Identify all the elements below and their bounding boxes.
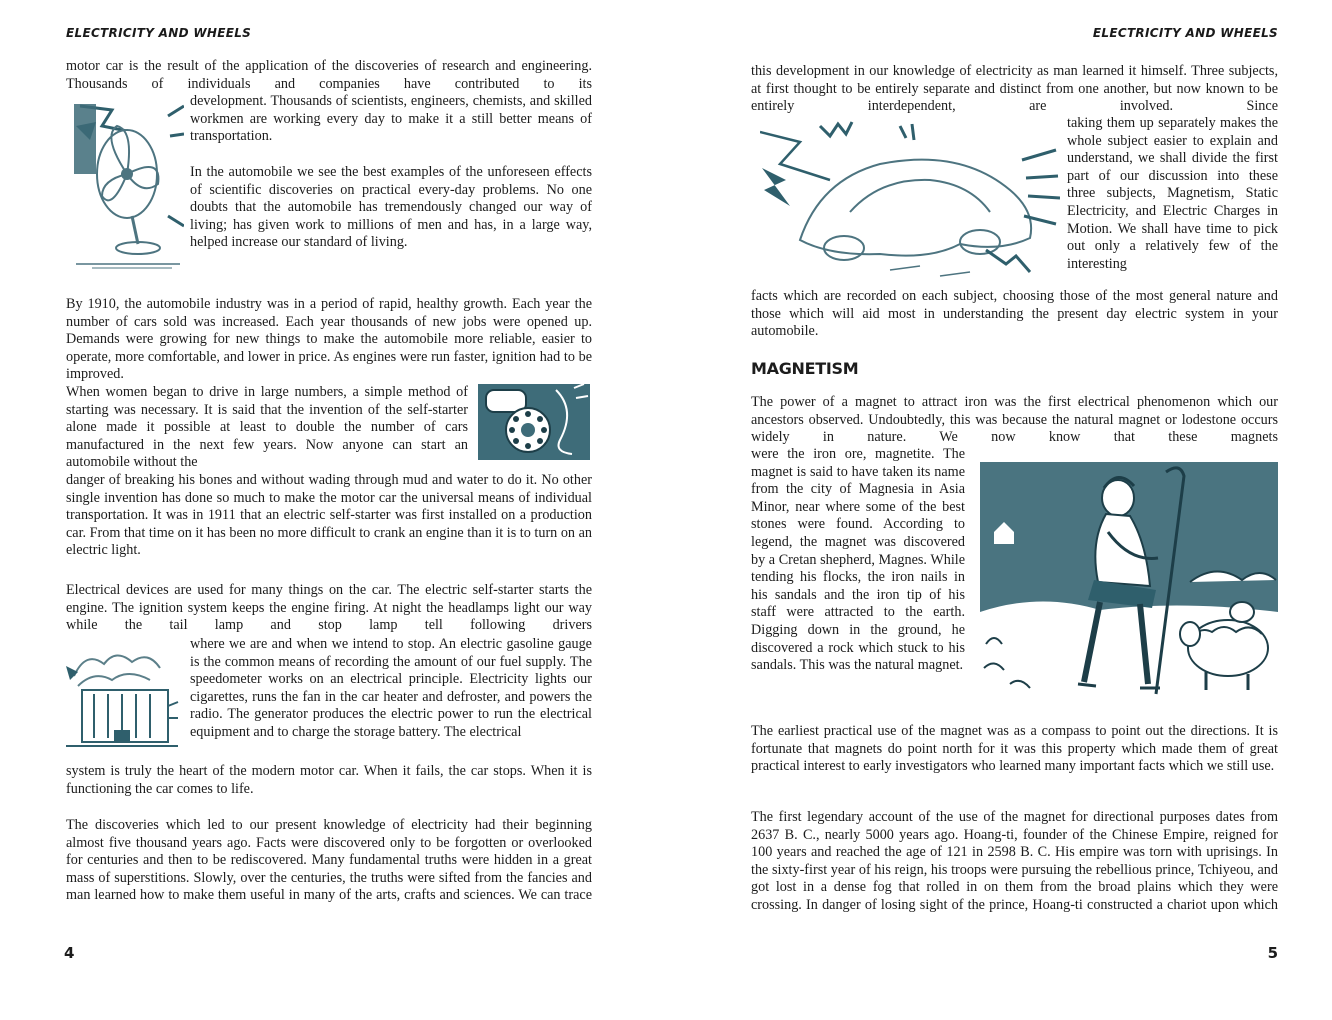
shepherd-magnes-illustration — [980, 462, 1278, 702]
automobile-sketch-illustration — [760, 120, 1060, 282]
page-number: 5 — [1267, 944, 1278, 962]
paragraph-2-top: The power of a magnet to attract iron was the first electrical phenomenon which our ancestors observed. Undoubtedly, this was because the natural magnet or lodestone occurs widely in nature. We now know that these magnets — [751, 394, 1278, 446]
paragraph-1-top: this development in our knowledge of electricity as man learned it himself. Three subjects, at first thought to be entirely separate and distinct from one another, but now known to be entirely interdependent, are involved. Since — [751, 63, 1278, 115]
paragraph-1-top: motor car is the result of the application of the discoveries of research and engineering. Thousands of individuals and companies have contributed to its — [66, 58, 592, 92]
telephone-illustration — [476, 380, 592, 462]
right-page — [666, 0, 1332, 1020]
paragraph-1-side: development. Thousands of scientists, engineers, chemists, and skilled workmen are working every day to make it a still better means of transportation. — [190, 93, 592, 145]
paragraph-4: The first legendary account of the use of the magnet for directional purposes dates from 2637 B. C., nearly 5000 years ago. Hoang-ti, founder of the Chinese Empire, reigned for 100 years and reached the age of 121 in 2598 B. C. His empire was torn with uprisings. In the sixty-first year of his reign, his troops were pursuing the rebellious prince, Tchiyeou, and got lost in a dense fog that rolled in on them from the broad plains which they were crossing. In danger of losing sight of the prince, Hoang-ti constructed a chariot upon which — [751, 809, 1278, 913]
running-head: ELECTRICITY AND WHEELS — [1092, 26, 1278, 40]
paragraph-3: The earliest practical use of the magnet was as a compass to point out the directions. It is fortunate that magnets do point north for it was this property which made them of great practical interest to early investigators who learned many important facts which we still use. — [751, 723, 1278, 775]
section-heading: MAGNETISM — [751, 359, 859, 378]
paragraph-2: In the automobile we see the best examples of the unforeseen effects of scientific discoveries on practical every-day problems. No one doubts that the automobile has tremendously changed our way of living; has given work to millions of men and has, in a large way, helped increase our standard of living. — [190, 164, 592, 251]
paragraph-1-side: taking them up separately makes the whole subject easier to explain and understand, we shall divide the first part of our discussion into these three subjects, Magnetism, Static Electricity, and Electric Charges in Motion. We shall have time to pick out only a relatively few of the interesting — [1067, 115, 1278, 272]
generator-plant-illustration — [64, 646, 180, 748]
page-number: 4 — [64, 944, 75, 962]
paragraph-3-bottom: danger of breaking his bones and without wading through mud and water to do it. No other single invention has done so much to make the motor car the universal means of individual transportation. It was in 1911 that an electric self-starter was first installed on a production car. From that time on it has been no more difficult to crank an engine than it is to turn on an electric light. — [66, 472, 592, 559]
electric-fan-illustration — [72, 96, 184, 272]
paragraph-3-top: By 1910, the automobile industry was in a period of rapid, healthy growth. Each year the number of cars sold was increased. Each year thousands of new jobs were opened up. Demands were growing for new things to make the automobile more reliable, easier to operate, more comfortable, and lower in price. As engines were run faster, ignition had to be improved. — [66, 296, 592, 383]
paragraph-2-side: were the iron ore, magnetite. The magnet is said to have taken its name from the city of Magnesia in Asia Minor, near where some of the best stones were found. According to legend, the magnet was discovered by a Cretan shepherd, Magnes. While tending his flocks, the iron nails in his sandals and the iron tip of his staff were attracted to the earth. Digging down in the ground, he discovered a rock which stuck to his sandals. This was the natural magnet. — [751, 446, 965, 674]
paragraph-3-side: When women began to drive in large numbers, a simple method of starting was necessary. It is said that the invention of the self-starter alone made it possible at least to double the number of cars manufactured in the next few years. Now anyone can start an automobile without the — [66, 384, 468, 471]
paragraph-4-bottom: system is truly the heart of the modern motor car. When it fails, the car stops. When it is functioning the car comes to life. — [66, 763, 592, 797]
paragraph-1-bottom: facts which are recorded on each subject, choosing those of the most general nature and those which will aid most in understanding the present day electric system in your automobile. — [751, 288, 1278, 340]
paragraph-5: The discoveries which led to our present knowledge of electricity had their beginning almost five thousand years ago. Facts were discovered only to be forgotten or overlooked for centuries and then to be rediscovered. Many fundamental truths were hidden in a great mass of superstitions. Slowly, over the centuries, the truths were sifted from the fancies and man learned how to make them useful in many of the arts, crafts and sciences. We can trace — [66, 817, 592, 904]
paragraph-4-top: Electrical devices are used for many things on the car. The electric self-starter starts the engine. The ignition system keeps the engine firing. At night the headlamps light our way while the tail lamp and stop lamp tell following drivers — [66, 582, 592, 634]
paragraph-4-side: where we are and when we intend to stop. An electric gasoline gauge is the common means of recording the amount of our fuel supply. The speedometer works on an electrical principle. Electricity lights our cigarettes, runs the fan in the car heater and defroster, and powers the radio. The generator produces the electric power to run the electrical equipment and to charge the storage battery. The electrical — [190, 636, 592, 740]
running-head: ELECTRICITY AND WHEELS — [66, 26, 252, 40]
